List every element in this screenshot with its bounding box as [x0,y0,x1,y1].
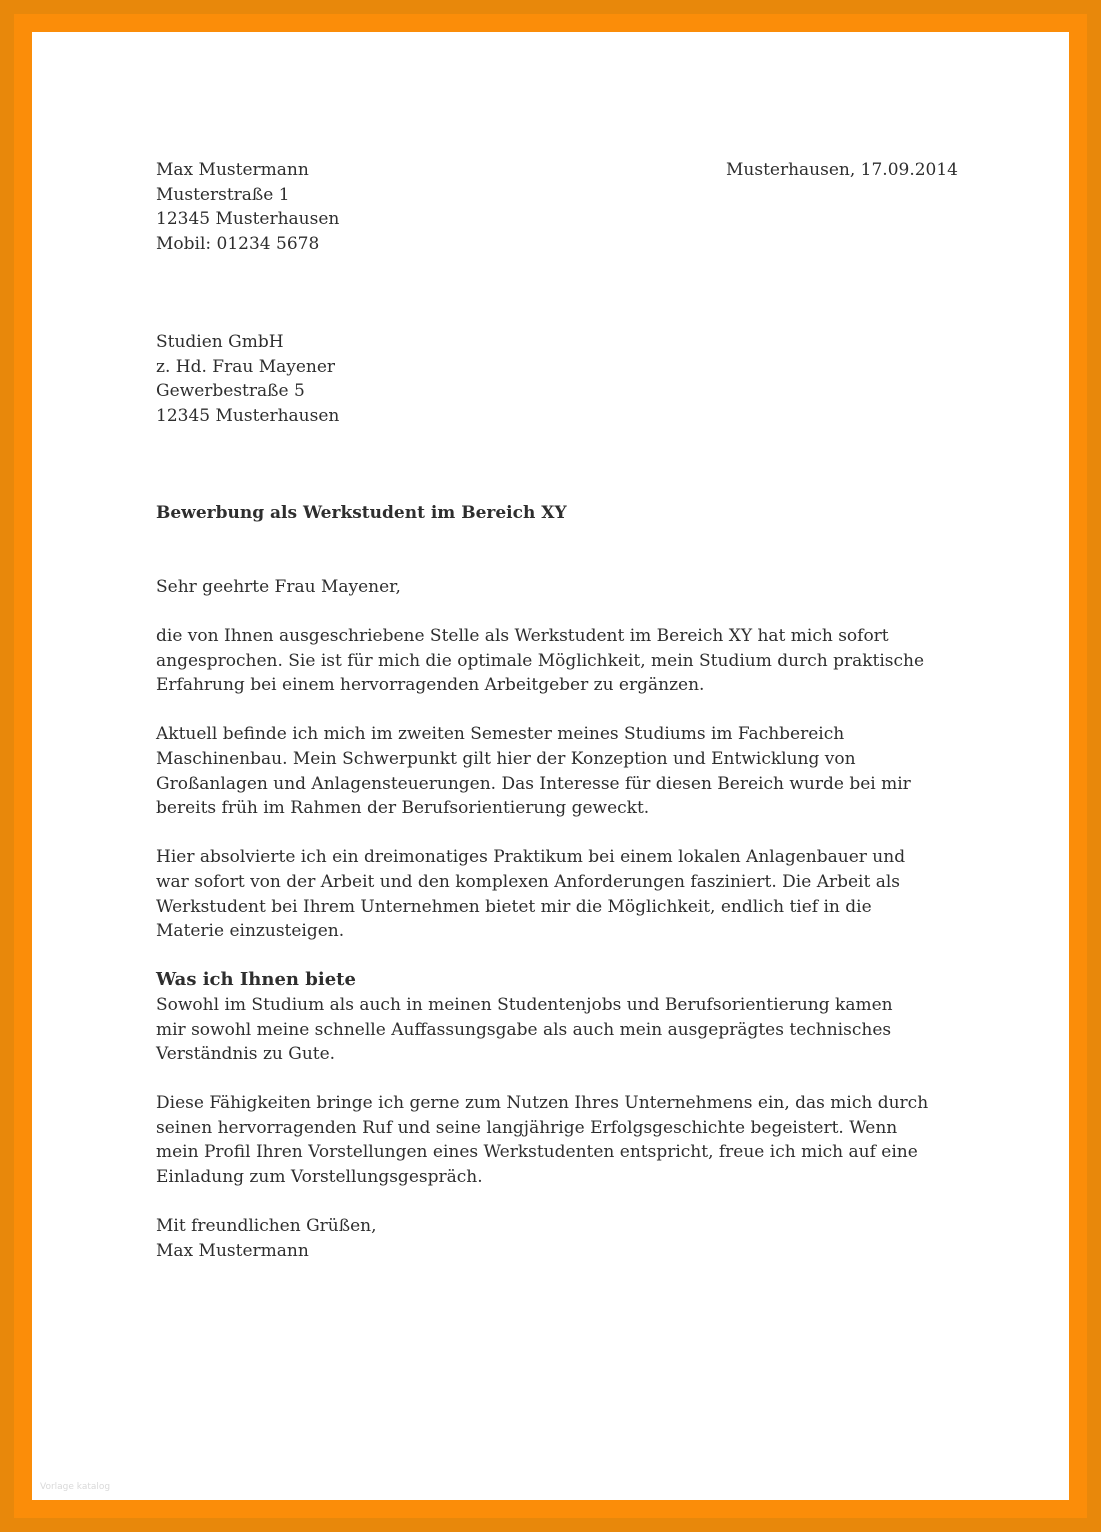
closing-greeting: Mit freundlichen Grüßen, [156,1216,377,1237]
paragraph-line: Diese Fähigkeiten bringe ich gerne zum Nutzen Ihres Unternehmens ein, das mich durch [156,1093,929,1114]
paragraph-line: Sowohl im Studium als auch in meinen Studentenjobs und Berufsorientierung kamen [156,994,893,1015]
paragraph-line: angesprochen. Sie ist für mich die optimale Möglichkeit, mein Studium durch praktische [156,650,925,671]
paragraph-line: Einladung zum Vorstellungsgespräch. [156,1167,483,1188]
sender-street: Musterstraße 1 [156,184,290,205]
paragraph-line: Aktuell befinde ich mich im zweiten Semester meines Studiums im Fachbereich [156,724,845,745]
closing [156,1214,956,1263]
paragraph-line: seinen hervorragenden Ruf und seine langjährige Erfolgsgeschichte begeistert. Wenn [156,1117,898,1138]
subject-line: Bewerbung als Werkstudent im Bereich XY [156,503,567,523]
sender-city: 12345 Musterhausen [156,209,340,230]
sender-name: Max Mustermann [156,160,309,180]
recipient-city: 12345 Musterhausen [156,405,340,426]
place-date: Musterhausen, 17.09.2014 [725,160,958,180]
paragraph-1 [156,624,956,698]
paragraph-4 [156,968,956,1066]
paragraph-5 [156,1091,956,1189]
paragraph-2 [156,722,956,820]
watermark: Vorlage katalog [40,1482,111,1492]
paragraph-line: Hier absolvierte ich ein dreimonatiges Praktikum bei einem lokalen Anlagenbauer und [156,847,906,868]
closing-signature: Max Mustermann [156,1240,309,1261]
paragraph-line: die von Ihnen ausgeschriebene Stelle als Werkstudent im Bereich XY hat mich sofort [156,626,889,646]
sender-address [156,158,476,256]
recipient-attention: z. Hd. Frau Mayener [156,356,336,377]
salutation: Sehr geehrte Frau Mayener, [156,577,401,597]
paragraph-line: Werkstudent bei Ihrem Unternehmen bietet mir die Möglichkeit, endlich tief in die [156,896,872,917]
paragraph-line: Materie einzusteigen. [156,921,345,942]
recipient-street: Gewerbestraße 5 [156,381,305,402]
letter-body [156,624,956,1263]
paragraph-line: Erfahrung bei einem hervorragenden Arbeitgeber zu ergänzen. [156,675,705,696]
paragraph-line: Maschinenbau. Mein Schwerpunkt gilt hier der Konzeption und Entwicklung von [156,748,856,769]
paragraph-line: bereits früh im Rahmen der Berufsorientierung geweckt. [156,798,650,819]
sender-phone: Mobil: 01234 5678 [156,233,320,254]
recipient-address [156,330,476,428]
recipient-company: Studien GmbH [156,332,284,352]
letter-page [32,32,1069,1500]
paragraph-line: war sofort von der Arbeit und den komplexen Anforderungen fasziniert. Die Arbeit als [156,871,901,892]
section-heading: Was ich Ihnen biete [156,969,356,991]
paragraph-3 [156,845,956,943]
paragraph-line: mein Profil Ihren Vorstellungen eines Werkstudenten entspricht, freue ich mich auf eine [156,1142,918,1163]
paragraph-line: Großanlagen und Anlagensteuerungen. Das Interesse für diesen Bereich wurde bei mir [156,773,911,794]
paragraph-line: Verständnis zu Gute. [156,1044,336,1065]
paragraph-line: mir sowohl meine schnelle Auffassungsgabe als auch mein ausgeprägtes technisches [156,1019,892,1040]
